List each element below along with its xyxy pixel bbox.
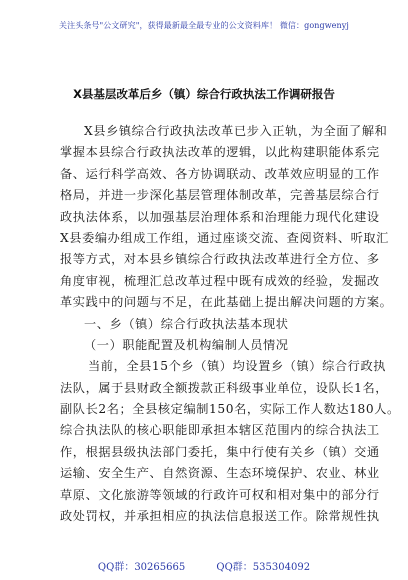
body-line: 草原、文化旅游等领域的行政许可权和相对集中的部分行 — [60, 487, 380, 502]
header-promo-note: 关注头条号"公文研究"，获得最新最全最专业的公文资料库！ 微信：gongwenyj — [59, 21, 349, 30]
body-line: 政处罚权，并承担相应的执法信息报送工作。除常规性执 — [60, 509, 380, 524]
body-line: 格局，并进一步深化基层管理体制改革，完善基层综合行 — [60, 188, 380, 203]
body-line: 作，根据县级执法部门委托，集中行使有关乡（镇）交通 — [60, 444, 380, 459]
document-title: X县基层改革后乡（镇）综合行政执法工作调研报告 — [73, 87, 335, 101]
section-heading: 一、乡（镇）综合行政执法基本现状 — [84, 316, 289, 331]
body-line: 运输、安全生产、自然资源、生态环境保护、农业、林业 — [60, 466, 380, 481]
footer-qq-group-2: QQ群：535304092 — [216, 562, 311, 573]
body-line: X县委编办组成工作组，通过座谈交流、查阅资料、听取汇 — [60, 230, 389, 245]
body-line: 副队长2名；全县核定编制150名，实际工作人数达180人。 — [60, 402, 400, 417]
footer-qq-group-1: QQ群：30265665 — [97, 562, 186, 573]
body-line: 综合执法队的核心职能即承担本辖区范围内的综合执法工 — [60, 423, 380, 438]
footer-contact — [0, 558, 408, 573]
body-line: 政执法体系，以加强基层治理体系和治理能力现代化建设 — [60, 209, 380, 224]
body-line: 报等方式，对本县乡镇综合行政执法改革进行全方位、多 — [60, 252, 380, 267]
body-line: 革实践中的问题与不足，在此基础上提出解决问题的方案。 — [60, 295, 393, 310]
body-line: 法队，属于县财政全额拨款正科级事业单位，设队长1名， — [60, 380, 389, 395]
subsection-heading: （一）职能配置及机构编制人员情况 — [84, 337, 289, 352]
body-line: 当前，全县15个乡（镇）均设置乡（镇）综合行政执 — [88, 359, 387, 374]
body-line: 角度审视，梳理汇总改革过程中既有成效的经验，发掘改 — [60, 273, 380, 288]
body-line: 备、运行科学高效、各方协调联动、改革效应明显的工作 — [60, 166, 380, 181]
body-line: X县乡镇综合行政执法改革已步入正轨，为全面了解和 — [84, 124, 388, 138]
document-body — [60, 121, 400, 527]
body-line: 掌握本县综合行政执法改革的逻辑，以此构建职能体系完 — [60, 145, 380, 160]
